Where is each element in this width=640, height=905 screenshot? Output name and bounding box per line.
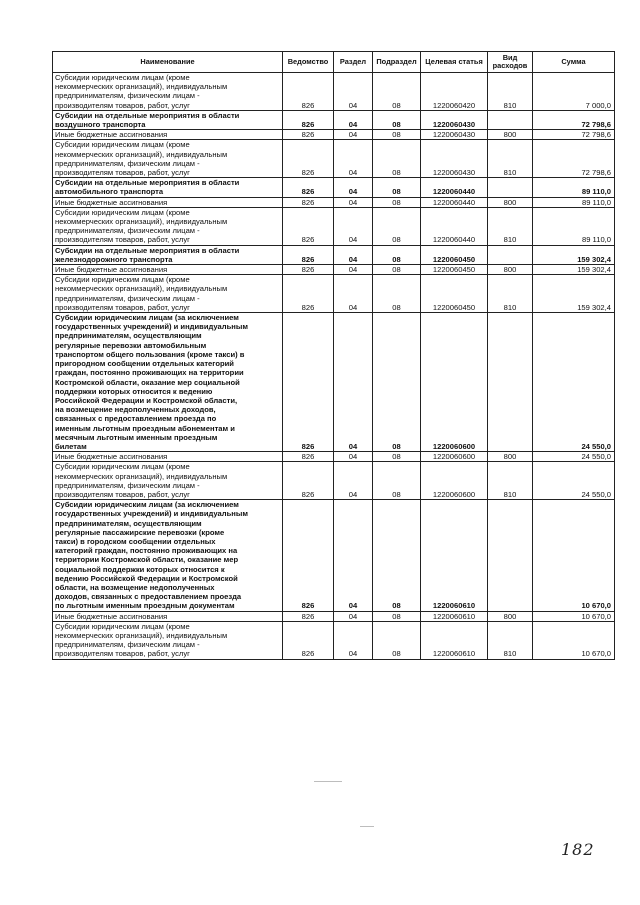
row-vid-cell: 800 [488,197,533,207]
row-name-cell: Субсидии юридическим лицам (кроме некоммерческих организаций), индивидуальным предпринимателям, физическим лицам - производителям товаров, работ, услуг [53,73,283,111]
table-row [53,611,615,621]
row-statya-cell: 1220060440 [421,178,488,197]
table-header-row [53,52,615,73]
table-row [53,207,615,245]
row-name-cell: Субсидии юридическим лицам (кроме некоммерческих организаций), индивидуальным предпринимателям, физическим лицам - производителям товаров, работ, услуг [53,462,283,500]
row-ved-cell: 826 [283,275,334,313]
header-podrazdel: Подраздел [373,52,421,73]
header-razdel: Раздел [334,52,373,73]
row-vid-cell: 810 [488,73,533,111]
row-summa-cell: 10 670,0 [533,621,615,659]
row-vid-cell: 810 [488,621,533,659]
row-vid-cell: 810 [488,207,533,245]
table-row [53,313,615,452]
row-razdel-cell: 04 [334,197,373,207]
row-summa-cell: 89 110,0 [533,207,615,245]
scan-mark [314,781,342,782]
row-ved-cell: 826 [283,265,334,275]
row-vid-cell [488,245,533,264]
row-vid-cell [488,178,533,197]
row-podrazdel-cell: 08 [373,452,421,462]
row-ved-cell: 826 [283,462,334,500]
header-statya: Целевая статья [421,52,488,73]
row-vid-cell: 810 [488,275,533,313]
row-vid-cell [488,110,533,129]
row-statya-cell: 1220060600 [421,313,488,452]
row-statya-cell: 1220060450 [421,265,488,275]
table-row [53,73,615,111]
row-statya-cell: 1220060610 [421,611,488,621]
row-razdel-cell: 04 [334,73,373,111]
row-podrazdel-cell: 08 [373,611,421,621]
row-podrazdel-cell: 08 [373,110,421,129]
row-vid-cell: 800 [488,452,533,462]
row-razdel-cell: 04 [334,245,373,264]
row-razdel-cell: 04 [334,275,373,313]
row-podrazdel-cell: 08 [373,245,421,264]
row-name-cell: Иные бюджетные ассигнования [53,452,283,462]
row-name-cell: Субсидии юридическим лицам (кроме некоммерческих организаций), индивидуальным предпринимателям, физическим лицам - производителям товаров, работ, услуг [53,140,283,178]
row-ved-cell: 826 [283,130,334,140]
row-summa-cell: 10 670,0 [533,611,615,621]
header-vid: Вид расходов [488,52,533,73]
table-row [53,130,615,140]
row-vid-cell: 800 [488,611,533,621]
row-ved-cell: 826 [283,140,334,178]
table-row [53,500,615,611]
row-name-cell: Субсидии юридическим лицам (за исключением государственных учреждений) и индивидуальным предпринимателям, осуществляющим регулярные пассажирские перевозки (кроме такси) в городском сообщении отдельных категорий граждан, постоянно проживающих на территории Костромской области, оказание мер социальной поддержки которых относится к ведению Российской Федерации и Костромской области, на возмещение недополученных доходов, связанных с предоставлением проезда по льготным именным проездным документам [53,500,283,611]
row-summa-cell: 24 550,0 [533,452,615,462]
row-name-cell: Иные бюджетные ассигнования [53,197,283,207]
row-ved-cell: 826 [283,611,334,621]
row-statya-cell: 1220060450 [421,275,488,313]
row-razdel-cell: 04 [334,313,373,452]
row-statya-cell: 1220060440 [421,207,488,245]
row-summa-cell: 159 302,4 [533,265,615,275]
table-row [53,265,615,275]
header-name: Наименование [53,52,283,73]
row-ved-cell: 826 [283,178,334,197]
row-name-cell: Иные бюджетные ассигнования [53,130,283,140]
row-razdel-cell: 04 [334,178,373,197]
row-razdel-cell: 04 [334,140,373,178]
row-razdel-cell: 04 [334,110,373,129]
row-podrazdel-cell: 08 [373,621,421,659]
header-summa: Сумма [533,52,615,73]
row-summa-cell: 72 798,6 [533,110,615,129]
row-name-cell: Субсидии на отдельные мероприятия в области автомобильного транспорта [53,178,283,197]
table-row [53,197,615,207]
row-razdel-cell: 04 [334,462,373,500]
row-statya-cell: 1220060610 [421,500,488,611]
row-vid-cell [488,313,533,452]
row-podrazdel-cell: 08 [373,130,421,140]
row-summa-cell: 24 550,0 [533,462,615,500]
row-summa-cell: 7 000,0 [533,73,615,111]
table-row [53,621,615,659]
row-statya-cell: 1220060420 [421,73,488,111]
table-row [53,462,615,500]
table-row [53,245,615,264]
row-ved-cell: 826 [283,621,334,659]
table-row [53,275,615,313]
row-ved-cell: 826 [283,207,334,245]
row-razdel-cell: 04 [334,500,373,611]
row-name-cell: Субсидии на отдельные мероприятия в области железнодорожного транспорта [53,245,283,264]
row-podrazdel-cell: 08 [373,265,421,275]
row-summa-cell: 72 798,6 [533,140,615,178]
row-razdel-cell: 04 [334,611,373,621]
row-name-cell: Субсидии на отдельные мероприятия в области воздушного транспорта [53,110,283,129]
row-name-cell: Иные бюджетные ассигнования [53,611,283,621]
row-statya-cell: 1220060430 [421,130,488,140]
row-summa-cell: 159 302,4 [533,245,615,264]
row-ved-cell: 826 [283,197,334,207]
row-ved-cell: 826 [283,313,334,452]
table-row [53,178,615,197]
row-razdel-cell: 04 [334,130,373,140]
row-statya-cell: 1220060600 [421,462,488,500]
row-statya-cell: 1220060610 [421,621,488,659]
budget-table [52,51,615,660]
row-summa-cell: 24 550,0 [533,313,615,452]
row-vid-cell: 810 [488,140,533,178]
row-statya-cell: 1220060430 [421,110,488,129]
row-summa-cell: 89 110,0 [533,178,615,197]
scan-mark [360,826,374,827]
table-row [53,140,615,178]
row-statya-cell: 1220060600 [421,452,488,462]
row-statya-cell: 1220060430 [421,140,488,178]
row-podrazdel-cell: 08 [373,313,421,452]
row-razdel-cell: 04 [334,452,373,462]
row-vid-cell: 800 [488,265,533,275]
row-summa-cell: 10 670,0 [533,500,615,611]
row-statya-cell: 1220060440 [421,197,488,207]
page-number: 182 [561,840,595,859]
row-podrazdel-cell: 08 [373,178,421,197]
row-vid-cell: 810 [488,462,533,500]
row-statya-cell: 1220060450 [421,245,488,264]
row-name-cell: Субсидии юридическим лицам (кроме некоммерческих организаций), индивидуальным предпринимателям, физическим лицам - производителям товаров, работ, услуг [53,621,283,659]
row-razdel-cell: 04 [334,207,373,245]
row-ved-cell: 826 [283,452,334,462]
row-podrazdel-cell: 08 [373,73,421,111]
row-name-cell: Субсидии юридическим лицам (за исключением государственных учреждений) и индивидуальным предпринимателям, осуществляющим регулярные перевозки автомобильным транспортом общего пользования (кроме такси) в пригородном сообщении отдельных категорий граждан, постоянно проживающих на территории Костромской области, оказание мер социальной поддержки которых относится к ведению Российской Федерации и Костромской области, на возмещение недополученных доходов, связанных с предоставлением проезда по именным льготным проездным абонементам и месячным льготным именным проездным билетам [53,313,283,452]
row-ved-cell: 826 [283,500,334,611]
row-podrazdel-cell: 08 [373,197,421,207]
row-summa-cell: 89 110,0 [533,197,615,207]
row-razdel-cell: 04 [334,621,373,659]
row-summa-cell: 72 798,6 [533,130,615,140]
header-ved: Ведомство [283,52,334,73]
row-podrazdel-cell: 08 [373,275,421,313]
row-podrazdel-cell: 08 [373,207,421,245]
row-razdel-cell: 04 [334,265,373,275]
table-row [53,452,615,462]
row-name-cell: Иные бюджетные ассигнования [53,265,283,275]
row-vid-cell [488,500,533,611]
row-name-cell: Субсидии юридическим лицам (кроме некоммерческих организаций), индивидуальным предпринимателям, физическим лицам - производителям товаров, работ, услуг [53,207,283,245]
table-row [53,110,615,129]
row-podrazdel-cell: 08 [373,500,421,611]
row-name-cell: Субсидии юридическим лицам (кроме некоммерческих организаций), индивидуальным предпринимателям, физическим лицам - производителям товаров, работ, услуг [53,275,283,313]
row-podrazdel-cell: 08 [373,140,421,178]
row-ved-cell: 826 [283,73,334,111]
row-podrazdel-cell: 08 [373,462,421,500]
row-ved-cell: 826 [283,245,334,264]
row-summa-cell: 159 302,4 [533,275,615,313]
row-vid-cell: 800 [488,130,533,140]
row-ved-cell: 826 [283,110,334,129]
